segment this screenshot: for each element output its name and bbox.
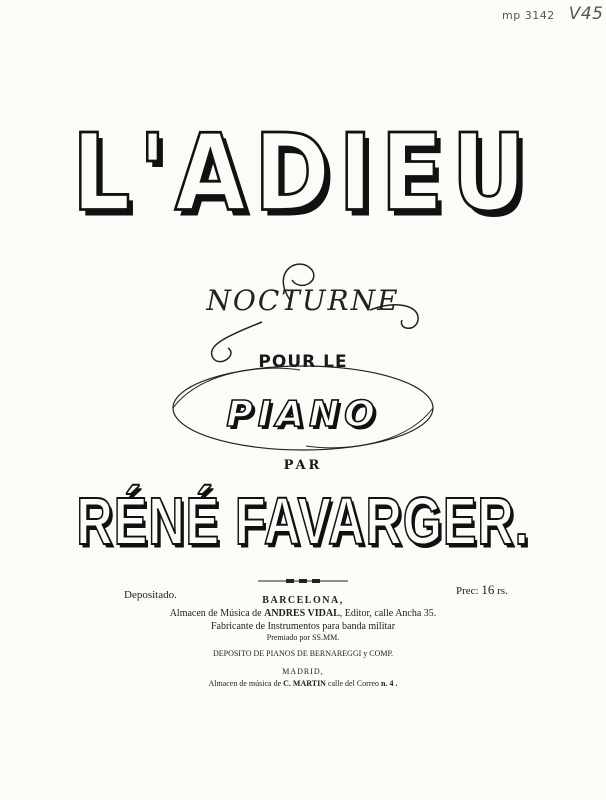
imprint-line-publisher	[0, 609, 606, 619]
madrid-name: C. MARTIN	[283, 679, 326, 688]
catalog-mark: V45	[568, 4, 604, 24]
composer-name: RÉNÉ FAVARGER.	[76, 482, 530, 559]
publisher-name: ANDRES VIDAL	[264, 608, 340, 619]
catalog-number: mp 3142	[502, 9, 555, 22]
instrument-label: PIANO	[226, 394, 380, 435]
page-title: L'ADIEU	[71, 111, 535, 235]
imprint-line-instruments: Fabricante de Instrumentos para banda militar	[210, 621, 396, 632]
imprint-line-award: Premiado por SS.MM.	[266, 633, 340, 642]
price-value: 16	[481, 582, 495, 597]
price-unit: rs.	[497, 585, 508, 597]
par-label: PAR	[283, 458, 323, 473]
imprint-line-madrid	[0, 680, 606, 688]
madrid-number: n. 4 .	[381, 679, 398, 688]
imprint-city-barcelona: BARCELONA,	[262, 595, 344, 606]
imprint-city-madrid: MADRID,	[282, 667, 324, 676]
madrid-prefix: Almacen de música de	[208, 679, 282, 688]
imprint-line-pianos: DEPOSITO DE PIANOS DE BERNAREGGI y COMP.	[212, 649, 394, 658]
rule-ornament	[258, 576, 348, 586]
madrid-address: calle del Correo	[327, 679, 380, 688]
price-label: Prec:	[456, 585, 479, 597]
publisher-prefix: Almacen de Música de	[169, 608, 262, 619]
deposit-note: Depositado.	[124, 589, 177, 601]
pour-le-label: POUR LE	[258, 352, 348, 372]
publisher-address: , Editor, calle Ancha 35.	[339, 608, 437, 619]
subtitle: NOCTURNE	[206, 284, 400, 317]
